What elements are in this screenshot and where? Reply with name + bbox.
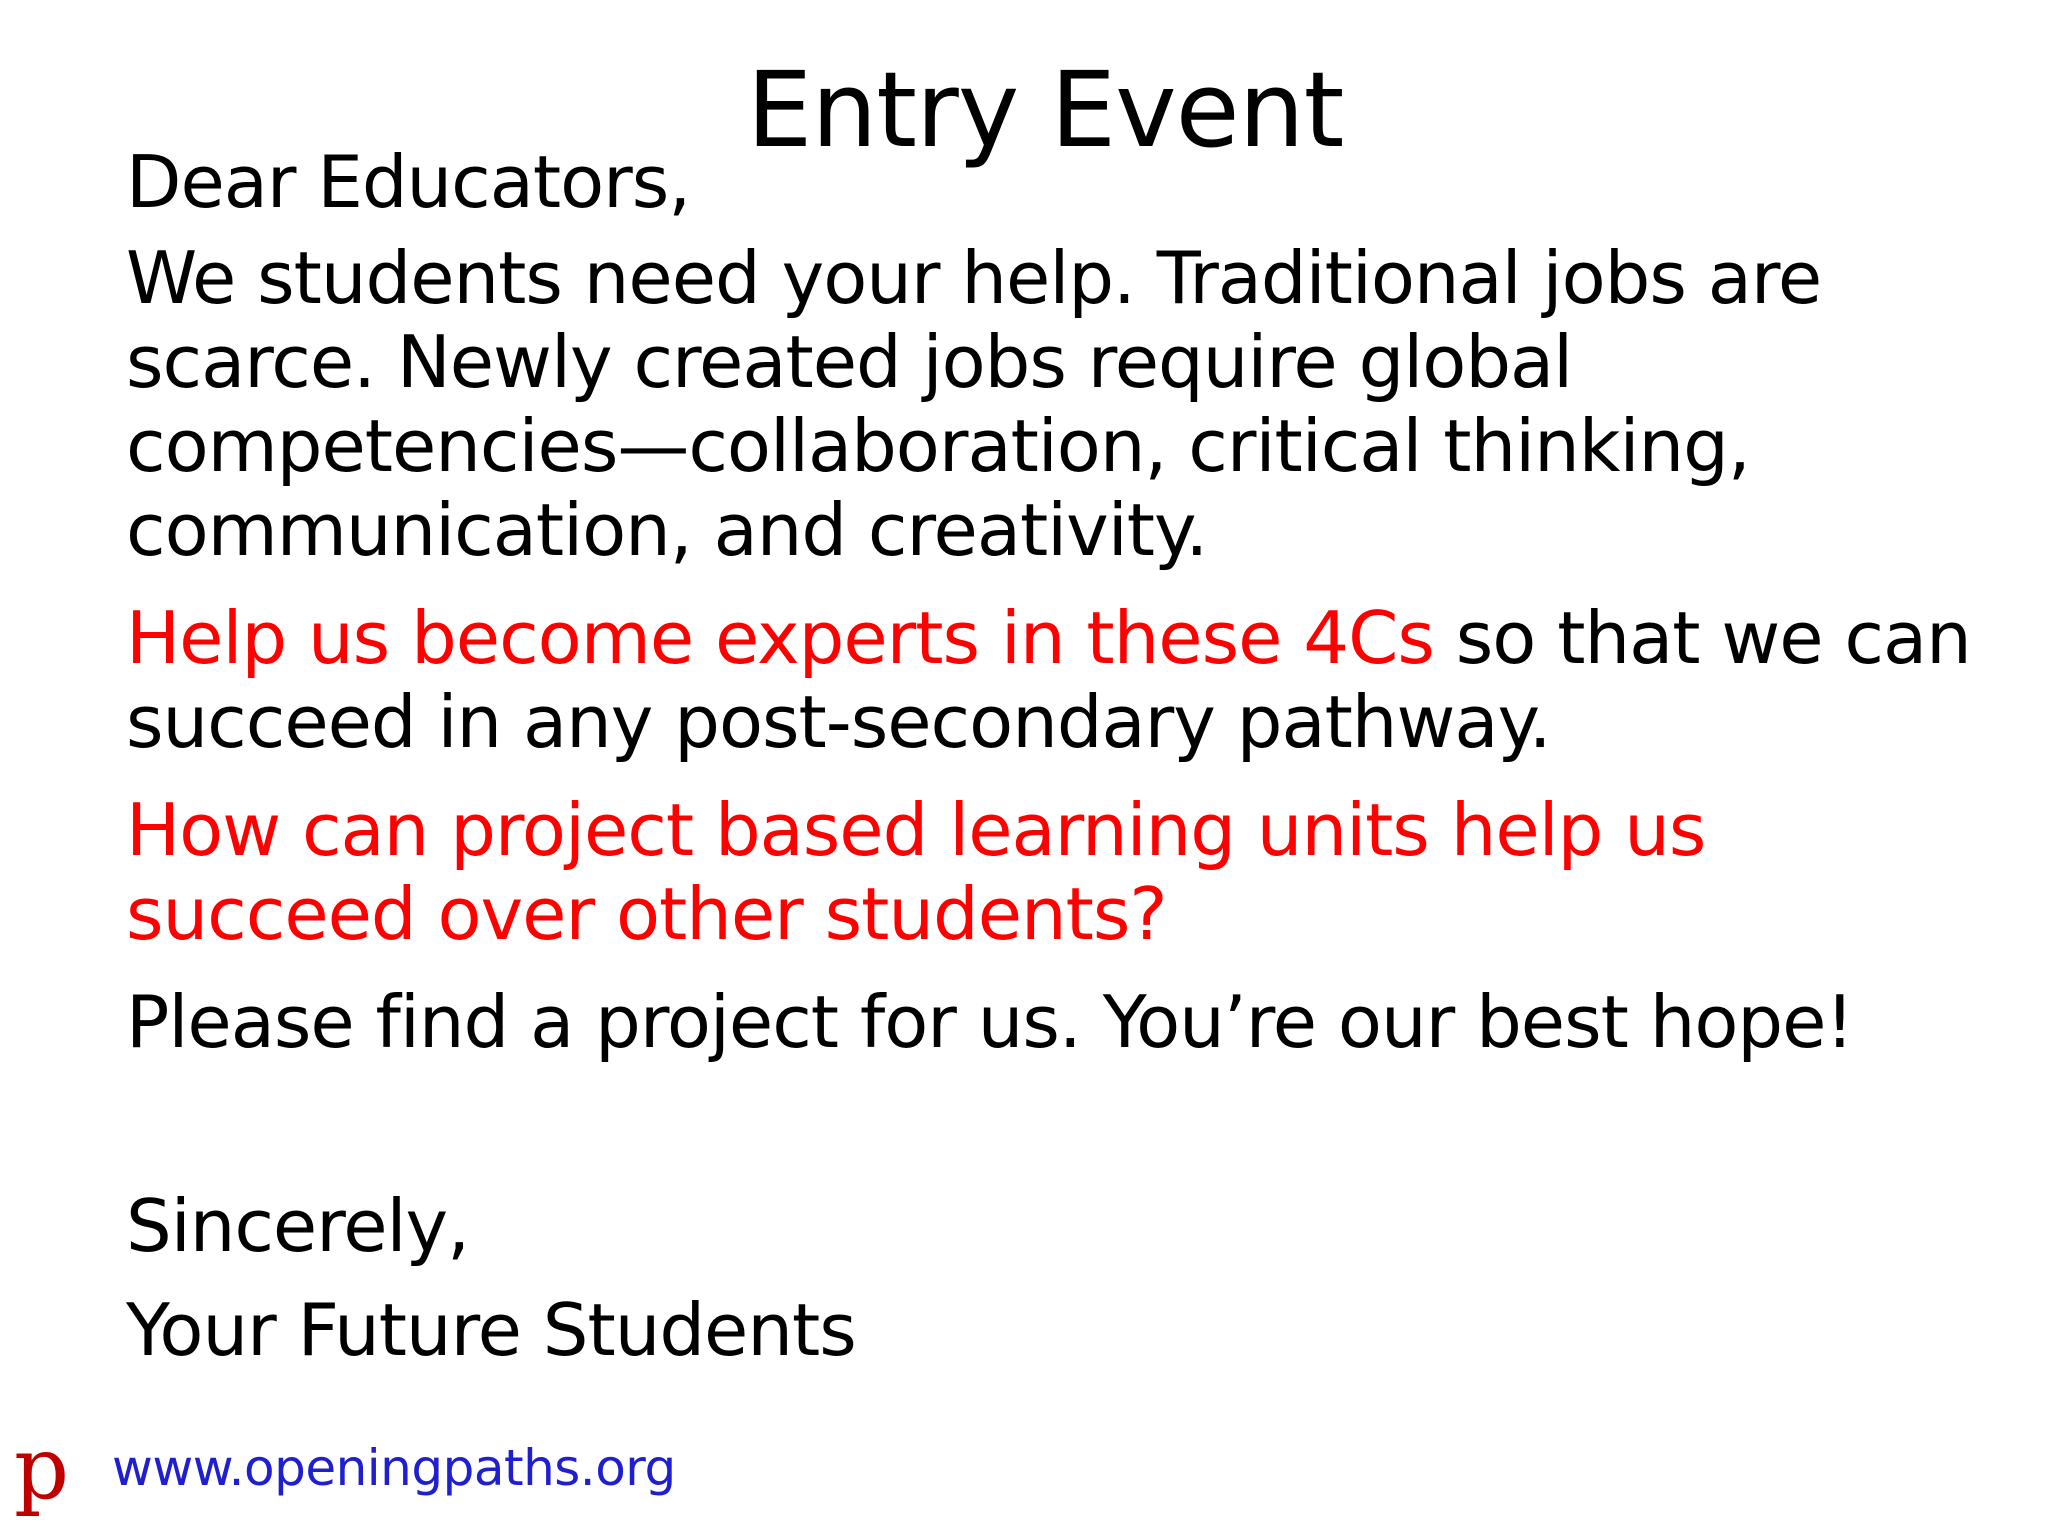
question-pbl: How can project based learning units help us succeed over other students? (126, 788, 1706, 956)
paragraph-4cs-rest: so that we can succeed in any post-secondary pathway. (126, 596, 1971, 764)
signature: Your Future Students (126, 1288, 856, 1372)
highlight-4cs: Help us become experts in these 4Cs (126, 596, 1434, 680)
letter-body (126, 140, 2006, 1372)
greeting: Dear Educators, (126, 140, 691, 224)
paragraph-4cs (126, 596, 2006, 764)
slide-title: Entry Event (746, 49, 1344, 171)
opening-paths-logo-icon: p (14, 1419, 70, 1519)
closing: Sincerely, (126, 1184, 470, 1268)
paragraph-needs: We students need your help. Traditional jobs are scarce. Newly created jobs require global competencies—collaboration, critical thinking, communication, and creativity. (126, 236, 1822, 572)
paragraph-request: Please find a project for us. You’re our best hope! (126, 980, 1854, 1064)
website-link[interactable]: www.openingpaths.org (112, 1439, 676, 1497)
